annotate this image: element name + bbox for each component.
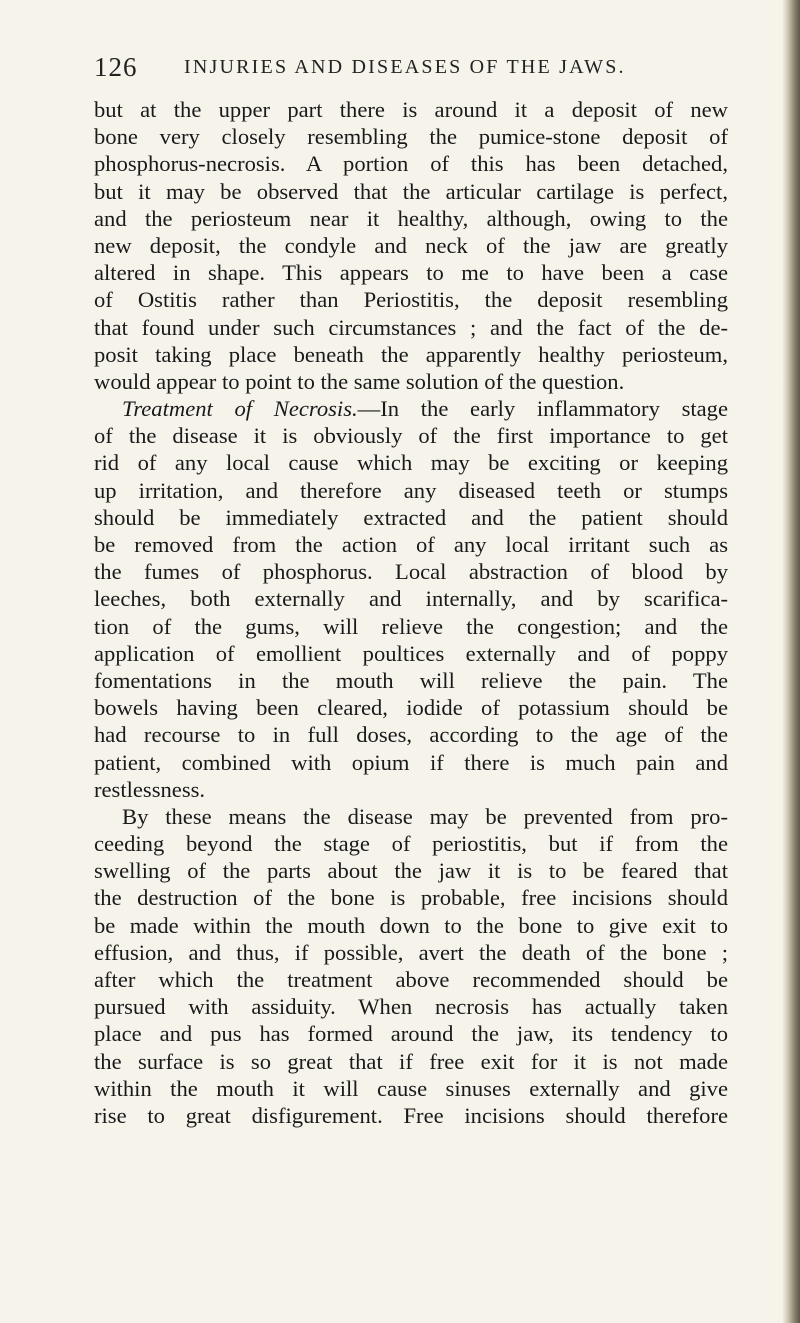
text-line: be made within the mouth down to the bone to give exit to <box>94 912 728 938</box>
text-line: and the periosteum near it healthy, although, owing to the <box>94 205 728 231</box>
page-edge-shadow <box>782 0 800 1323</box>
text-line: had recourse to in full doses, according to the age of the <box>94 722 728 748</box>
text-line: restlessness. <box>94 776 206 802</box>
text-line: rise to great disfigurement. Free incisions should therefore <box>94 1102 728 1128</box>
text-line: effusion, and thus, if possible, avert the death of the bone ; <box>94 939 728 965</box>
running-head <box>94 52 734 88</box>
text-line: but at the upper part there is around it a deposit of new <box>94 97 728 122</box>
text-line: tion of the gums, will relieve the congestion; and the <box>94 613 728 639</box>
text-line: new deposit, the condyle and neck of the jaw are greatly <box>94 232 728 258</box>
text-line: within the mouth it will cause sinuses externally and give <box>94 1075 728 1101</box>
section-heading: Treatment of Necrosis. <box>122 396 358 422</box>
paragraph <box>94 395 728 803</box>
text-line: leeches, both externally and internally, and by scarifica- <box>94 586 728 612</box>
text-line: the surface is so great that if free exit for it is not made <box>94 1048 728 1074</box>
text-line: By these means the disease may be prevented from pro- <box>122 803 728 829</box>
text-line: of the disease it is obviously of the first importance to get <box>94 423 728 449</box>
text-line: the fumes of phosphorus. Local abstraction of blood by <box>94 559 728 585</box>
text-line: after which the treatment above recommended should be <box>94 967 728 992</box>
running-head-title: INJURIES AND DISEASES OF THE JAWS. <box>184 56 626 78</box>
text-line: place and pus has formed around the jaw, its tendency to <box>94 1021 728 1047</box>
text-line: pursued with assiduity. When necrosis has actually taken <box>94 994 728 1020</box>
text-line: application of emollient poultices externally and of poppy <box>94 640 728 666</box>
text-line: but it may be observed that the articular cartilage is perfect, <box>94 178 728 204</box>
heading-continuation: —In the early inflammatory stage <box>357 396 728 422</box>
text-line: would appear to point to the same solution of the question. <box>94 368 625 394</box>
text-line: of Ostitis rather than Periostitis, the deposit resembling <box>94 287 728 313</box>
text-line: should be immediately extracted and the patient should <box>94 504 728 530</box>
text-line: ceeding beyond the stage of periostitis, but if from the <box>94 831 728 857</box>
text-line: phosphorus-necrosis. A portion of this has been detached, <box>94 151 728 177</box>
text-line: fomentations in the mouth will relieve the pain. The <box>94 667 728 693</box>
text-line: the destruction of the bone is probable, free incisions should <box>94 885 728 911</box>
text-line: bone very closely resembling the pumice-stone deposit of <box>94 124 728 150</box>
text-line: altered in shape. This appears to me to have been a case <box>94 260 728 286</box>
text-line: rid of any local cause which may be exciting or keeping <box>94 450 728 476</box>
text-line: patient, combined with opium if there is much pain and <box>94 749 728 775</box>
paragraph <box>94 96 728 395</box>
text-line: up irritation, and therefore any diseased teeth or stumps <box>94 477 728 503</box>
text-line: be removed from the action of any local irritant such as <box>94 532 728 557</box>
page-number: 126 <box>94 52 138 82</box>
text-line: bowels having been cleared, iodide of potassium should be <box>94 695 728 721</box>
text-line <box>94 395 728 422</box>
body-text <box>94 96 728 1129</box>
text-line: that found under such circumstances ; and the fact of the de- <box>94 314 728 340</box>
text-line: swelling of the parts about the jaw it is to be feared that <box>94 858 728 884</box>
text-line: posit taking place beneath the apparently healthy periosteum, <box>94 341 728 367</box>
paragraph <box>94 803 728 1129</box>
